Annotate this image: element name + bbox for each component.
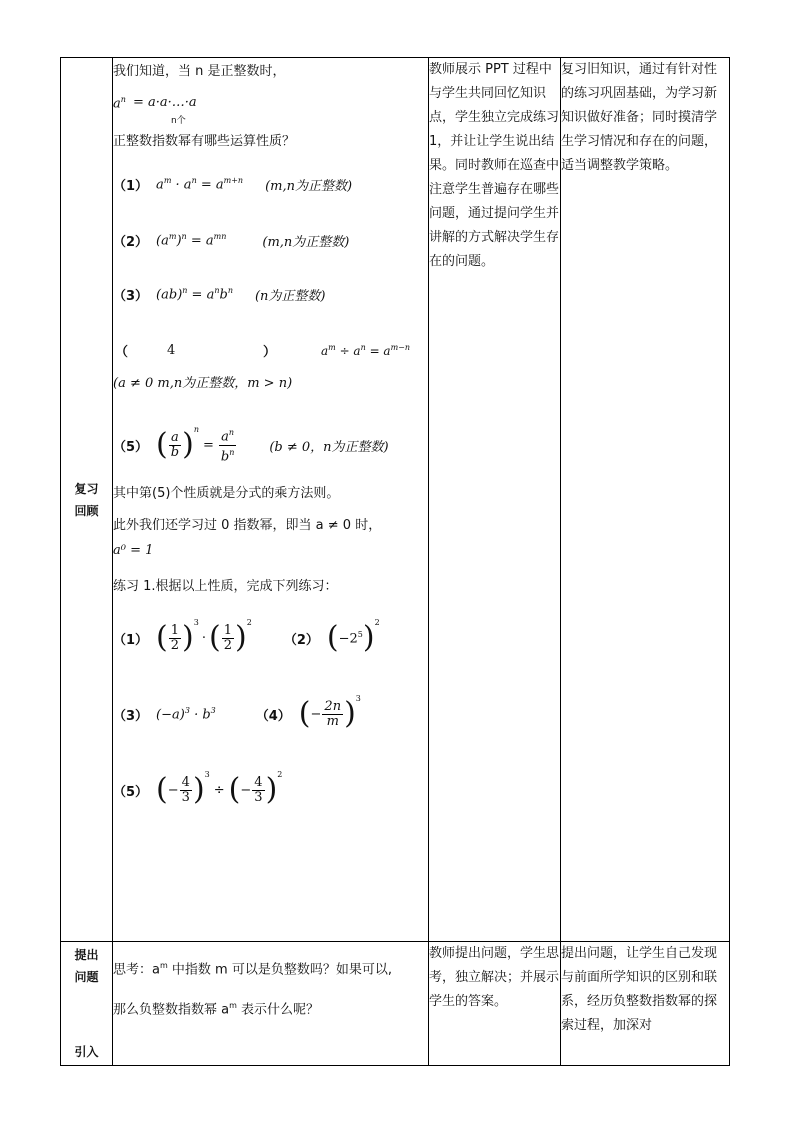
power-def-rhs: = a·a·…·a (133, 95, 197, 110)
stage-raise-1: 提出 (74, 948, 99, 962)
raise-design-intent: 提出问题，让学生自己发现与前面所学知识的区别和联系，经历负整数指数幂的探索过程，加深对 (561, 942, 730, 1066)
stage-review (61, 58, 113, 942)
raise-line-1: 思考：$a^m$ 中指数 m 可以是负整数吗？如果可以, (113, 961, 392, 978)
zero-exponent-formula: a⁰ = 1 (113, 543, 154, 558)
raise-teacher-activity: 教师提出问题，学生思考，独立解决；并展示学生的答案。 (429, 942, 561, 1066)
review-row (61, 58, 730, 942)
property-1: （1） $a^m \cdot a^n = a^{m+n}$ (m,n为正整数) (113, 175, 353, 194)
review-teacher-activity: 教师展示 PPT 过程中与学生共同回忆知识点，学生独立完成练习 1，并让让学生说出结果。同时教师在巡查中注意学生普遍存在哪些问题，通过提问学生并讲解的方式解决学生存在的问题。 (429, 58, 561, 942)
lesson-plan-table (60, 57, 730, 1066)
exercise-row-2: （3） $(-a)^3 \cdot b^3$ （4） ( − $\frac{2n}{m}$ ) $^3$ (113, 694, 361, 731)
exercise-title: 练习 1.根据以上性质，完成下列练习： (113, 579, 338, 594)
power-def-lhs: $a^n$ (113, 95, 126, 112)
stage-review-1: 复习 (74, 481, 99, 496)
power-def-under: n个 (171, 116, 186, 126)
exercise-row-3: （5） ( − $\frac{4}{3}$ ) $^3$ ÷ ( − $\frac{4}{3}$ ) $^2$ (113, 770, 283, 807)
raise-line-2: 那么负整数指数幂 $a^m$ 表示什么呢？ (113, 1001, 320, 1018)
zero-exponent-intro: 此外我们还学习过 0 指数幂，即当 a ≠ 0 时， (113, 518, 382, 533)
exercise-row-1: （1） ( $\frac{1}{2}$ ) $^3$ · ( $\frac{1}{2}$ ) $^2$ （2） ( $-2^5$ ) $^2$ (113, 618, 380, 655)
intro-text: 我们知道，当 n 是正整数时， (113, 64, 286, 79)
property-5: （5） ( $\frac{a}{b}$ ) $^n$ = $\frac{a^n}{b^n}$ (b ≠ 0，n为正整数) (113, 425, 389, 464)
question-text: 正整数指数幂有哪些运算性质？ (113, 134, 296, 149)
property-3: （3） $(ab)^n = a^nb^n$ (n为正整数) (113, 285, 326, 304)
stage-raise-3: 引入 (74, 1045, 99, 1059)
stage-review-2: 回顾 (74, 503, 99, 518)
note-5: 其中第(5)个性质就是分式的乘方法则。 (113, 486, 340, 501)
stage-raise (61, 942, 113, 1066)
property-4-condition: (a ≠ 0 m,n为正整数，m > n) (113, 376, 293, 391)
review-design-intent: 复习旧知识，通过有针对性的练习巩固基础，为学习新知识做好准备；同时摸清学生学习情况和存在的问题，适当调整教学策略。 (561, 58, 730, 942)
property-2: （2） $(a^m)^n = a^{mn}$ (m,n为正整数) (113, 231, 350, 250)
stage-raise-2: 问题 (74, 970, 99, 984)
raise-content (113, 942, 429, 1066)
review-content (113, 58, 429, 942)
raise-row (61, 942, 730, 1066)
power-definition (113, 85, 428, 131)
property-4: （ 4 ） $a^m \div a^n = a^{m-n}$ (115, 342, 411, 360)
